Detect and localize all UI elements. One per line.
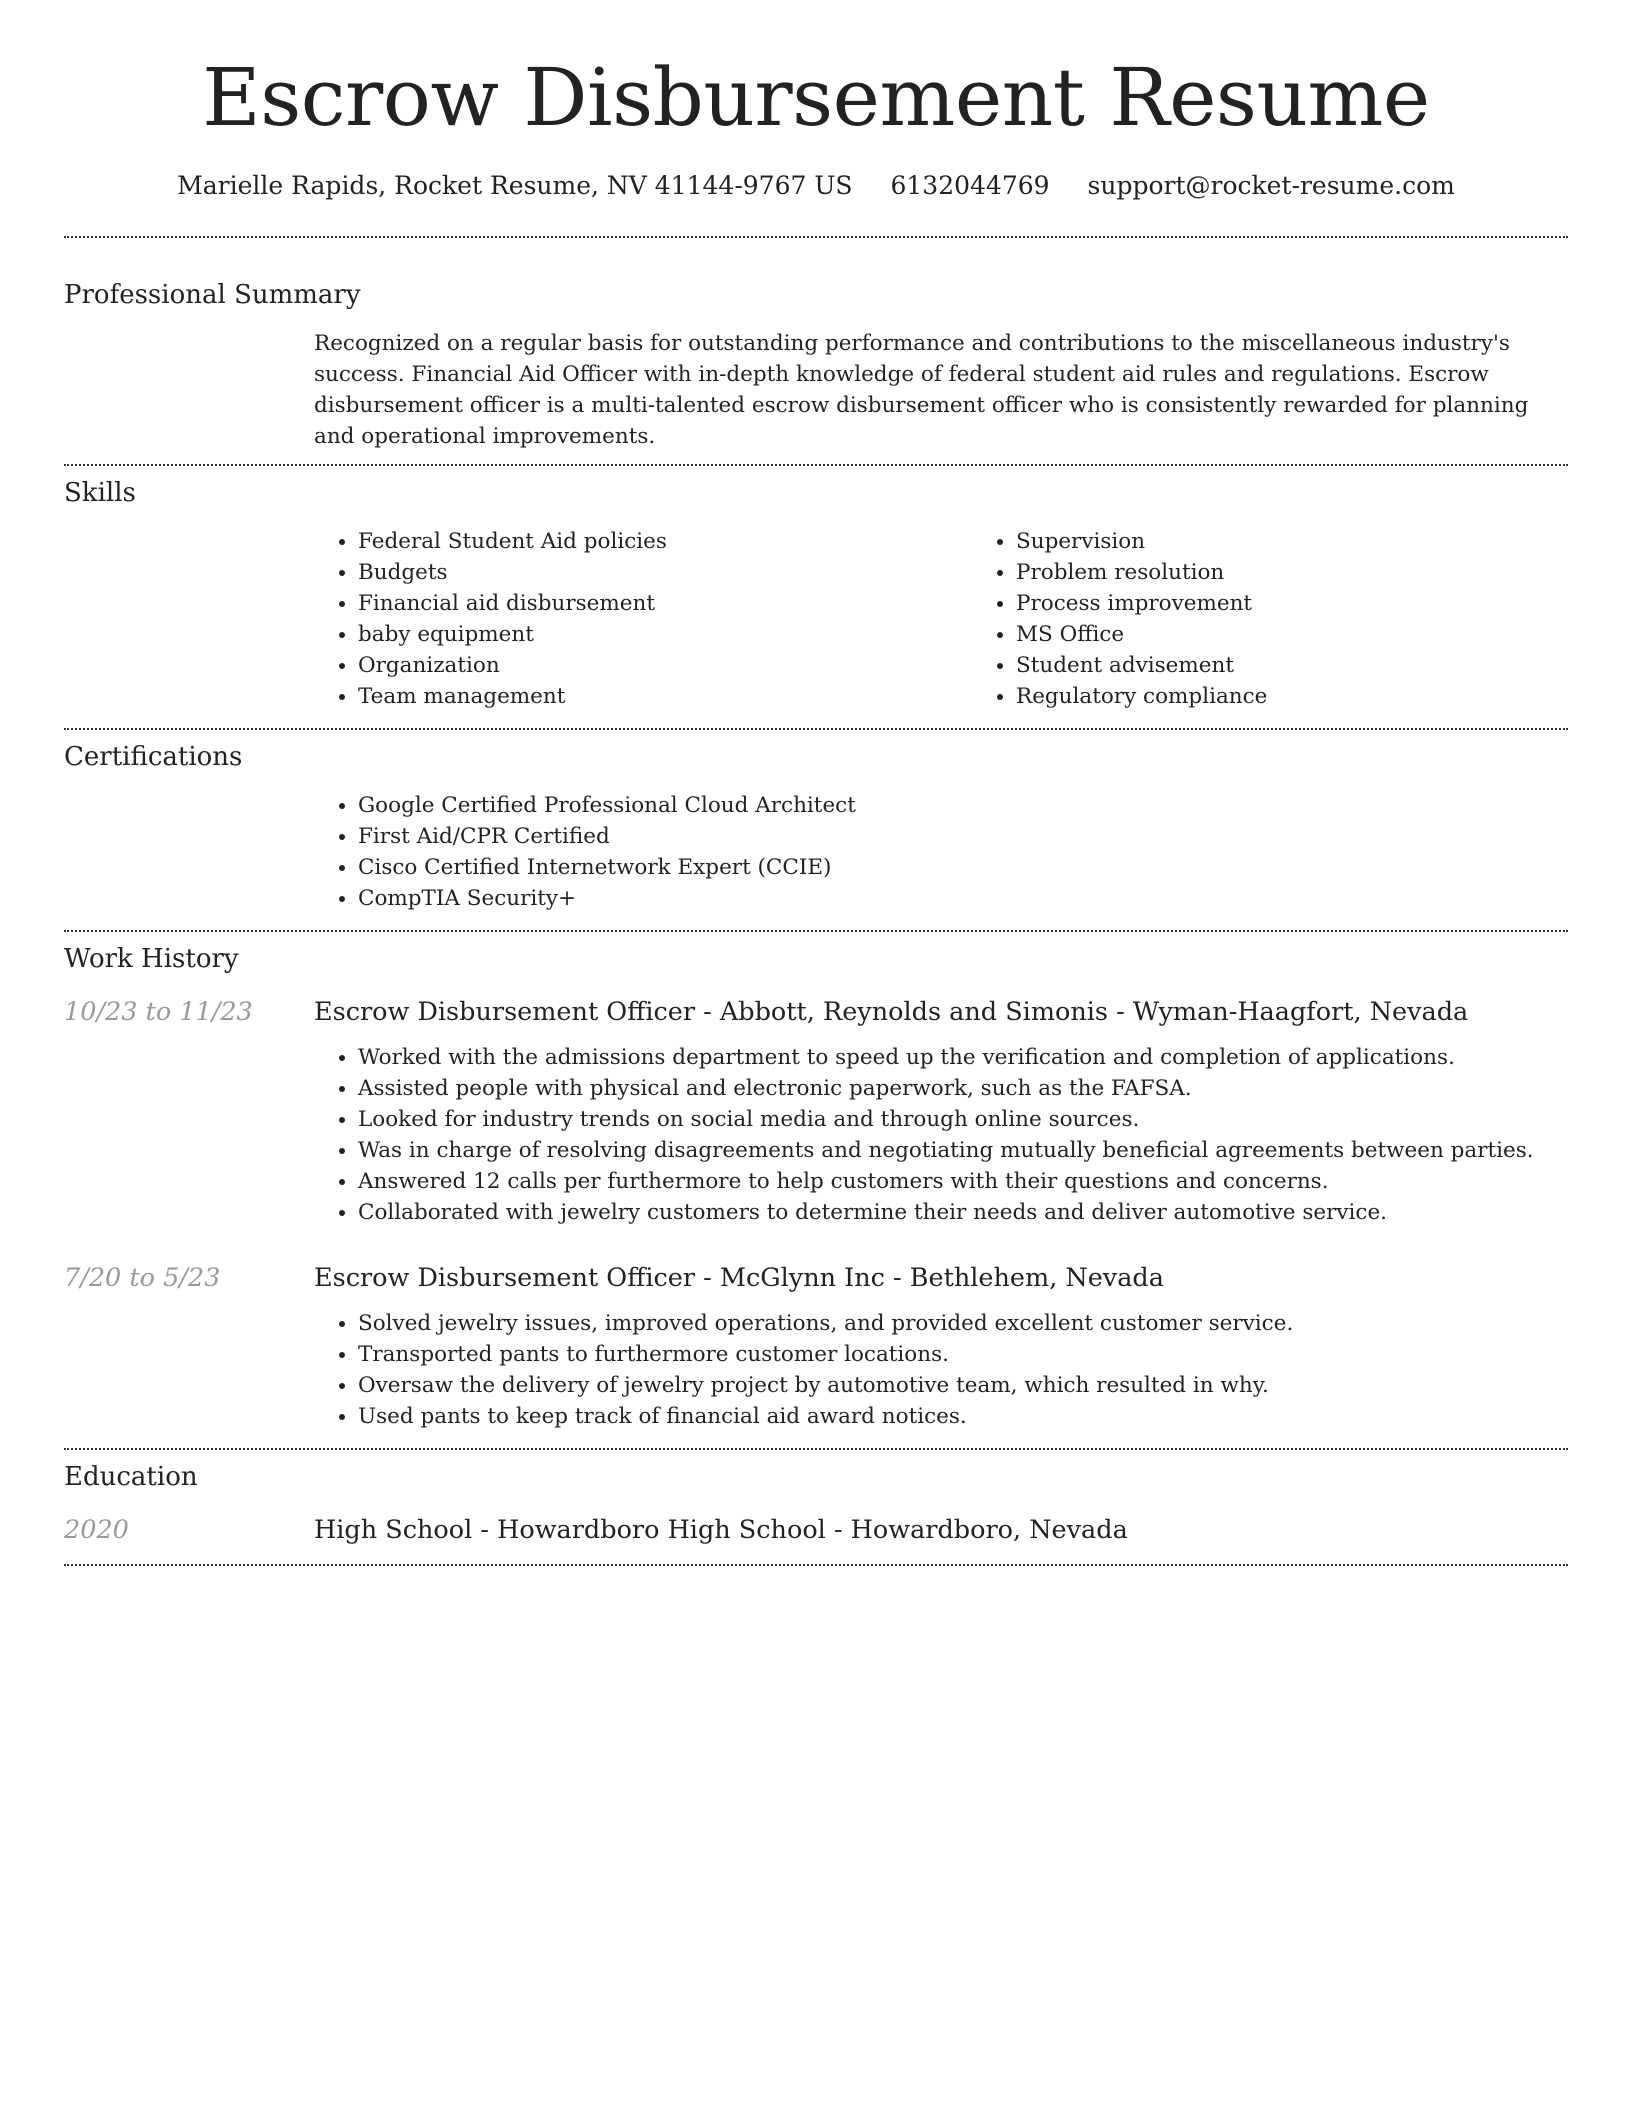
education-year: 2020 <box>64 1515 129 1545</box>
job-bullet: • Solved jewelry issues, improved operations, and provided excellent customer service. <box>358 1308 1568 1339</box>
skill-item: • Process improvement <box>1016 588 1630 619</box>
resume-title: Escrow Disbursement Resume <box>202 51 1430 144</box>
education-section <box>64 1462 1568 1546</box>
summary-text: Recognized on a regular basis for outstanding performance and contributions to the miscellaneous industry's success. Financial Aid Officer with in-depth knowledge of federal student aid rules and regulations. Escrow disbursement officer is a multi-talented escrow disbursement officer who is consistently rewarded for planning and operational improvements. <box>314 331 1529 449</box>
job-entry <box>64 996 1568 1228</box>
work-history-section <box>64 944 1568 1432</box>
job-dates: 10/23 to 11/23 <box>64 997 253 1027</box>
job-bullet: • Worked with the admissions department to speed up the verification and completion of applications. <box>358 1042 1568 1073</box>
job-dates: 7/20 to 5/23 <box>64 1263 221 1293</box>
skill-item: • Federal Student Aid policies <box>358 526 972 557</box>
skill-item: • Problem resolution <box>1016 557 1630 588</box>
contact-address: Marielle Rapids, Rocket Resume, NV 41144-9767 US <box>177 171 853 200</box>
summary-section <box>64 280 1568 452</box>
job-bullet: • Used pants to keep track of financial aid award notices. <box>358 1401 1568 1432</box>
divider <box>64 464 1568 466</box>
divider <box>64 728 1568 730</box>
skill-item: • Financial aid disbursement <box>358 588 972 619</box>
skills-list-right <box>972 526 1630 712</box>
education-title: High School - Howardboro High School - Howardboro, Nevada <box>314 1515 1128 1545</box>
skill-item: • Regulatory compliance <box>1016 681 1630 712</box>
skill-item: • Budgets <box>358 557 972 588</box>
education-heading: Education <box>64 1462 198 1492</box>
work-history-heading: Work History <box>64 944 239 974</box>
skill-item: • Student advisement <box>1016 650 1630 681</box>
job-bullet: • Oversaw the delivery of jewelry project by automotive team, which resulted in why. <box>358 1370 1568 1401</box>
skills-section <box>64 478 1568 712</box>
job-bullet: • Looked for industry trends on social media and through online sources. <box>358 1104 1568 1135</box>
certifications-heading: Certifications <box>64 742 243 772</box>
certifications-section <box>64 742 1568 914</box>
job-bullet: • Answered 12 calls per furthermore to help customers with their questions and concerns. <box>358 1166 1568 1197</box>
divider <box>64 236 1568 238</box>
certification-item: • First Aid/CPR Certified <box>358 821 1568 852</box>
skill-item: • Organization <box>358 650 972 681</box>
certification-item: • CompTIA Security+ <box>358 883 1568 914</box>
skill-item: • MS Office <box>1016 619 1630 650</box>
skill-item: • Supervision <box>1016 526 1630 557</box>
divider <box>64 1448 1568 1450</box>
education-entry <box>64 1514 1568 1546</box>
job-title: Escrow Disbursement Officer - McGlynn Inc - Bethlehem, Nevada <box>314 1263 1164 1293</box>
certifications-list <box>314 790 1568 914</box>
contact-email: support@rocket-resume.com <box>1087 171 1455 200</box>
skills-list-left <box>314 526 972 712</box>
divider <box>64 1564 1568 1566</box>
job-bullets <box>314 1042 1568 1228</box>
certification-item: • Cisco Certified Internetwork Expert (CCIE) <box>358 852 1568 883</box>
divider <box>64 930 1568 932</box>
job-entry <box>64 1262 1568 1432</box>
skill-item: • baby equipment <box>358 619 972 650</box>
job-bullet: • Was in charge of resolving disagreements and negotiating mutually beneficial agreements between parties. <box>358 1135 1568 1166</box>
job-title: Escrow Disbursement Officer - Abbott, Reynolds and Simonis - Wyman-Haagfort, Nevada <box>314 997 1469 1027</box>
skills-heading: Skills <box>64 478 136 508</box>
job-bullet: • Assisted people with physical and electronic paperwork, such as the FAFSA. <box>358 1073 1568 1104</box>
skill-item: • Team management <box>358 681 972 712</box>
job-bullet: • Transported pants to furthermore customer locations. <box>358 1339 1568 1370</box>
job-bullet: • Collaborated with jewelry customers to determine their needs and deliver automotive service. <box>358 1197 1568 1228</box>
contact-line <box>64 171 1568 200</box>
contact-phone: 6132044769 <box>890 171 1050 200</box>
summary-heading: Professional Summary <box>64 280 361 310</box>
job-bullets <box>314 1308 1568 1432</box>
certification-item: • Google Certified Professional Cloud Architect <box>358 790 1568 821</box>
